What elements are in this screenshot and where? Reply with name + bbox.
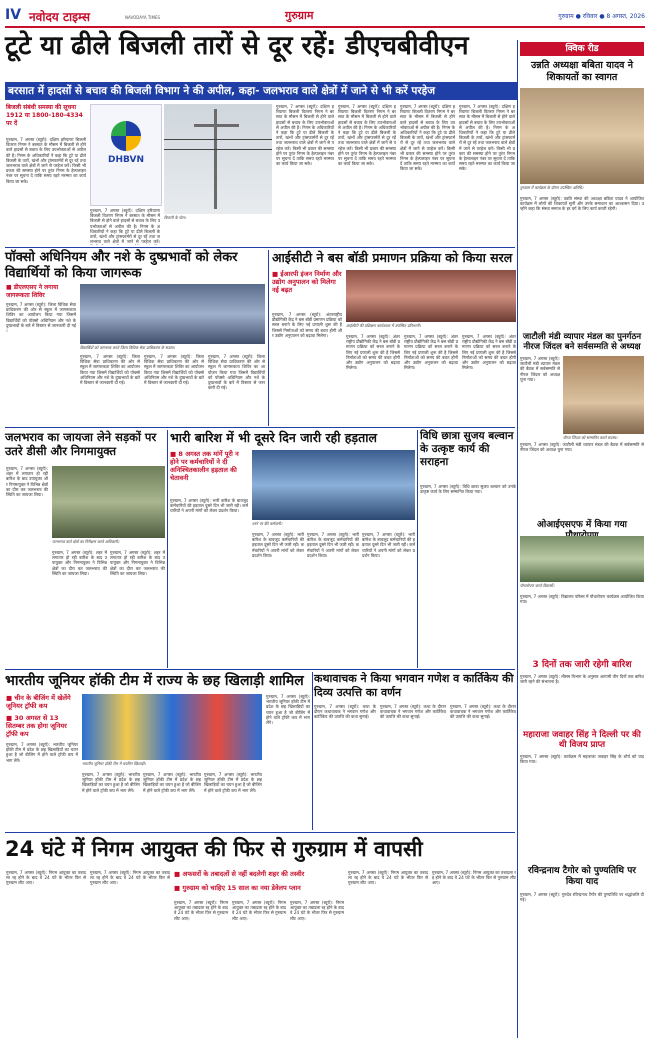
jal-body-2: गुरुग्राम, 7 अगस्त (ब्यूरो): शहर में लगातार हो रही बारिश के बाद उपायुक्त और निगमायुक्त ने विभिन्न क्षेत्रों का दौरा कर जलभराव की स्थिति का जायजा लिया।: [52, 550, 107, 576]
quick-read-headline: उन्नति अध्यक्षा बबिता यादव ने शिकायतों का स्वागत: [530, 60, 634, 83]
masthead: [5, 6, 645, 28]
ict-headline: आईसीटी ने बस बॉडी प्रमाणन प्रक्रिया को किया सरल: [272, 250, 513, 265]
rain3-headline: 3 दिनों तक जारी रहेगी बारिश: [532, 660, 632, 670]
lead-body-col5: गुरुग्राम, 7 अगस्त (ब्यूरो): दक्षिण हरियाणा बिजली वितरण निगम ने बरसात के मौसम में बिजली से होने वाले हादसों से बचाव के लिए उपभोक्ताओं से अपील की है। निगम के अधिकारियों ने कहा कि टूटे या ढीले बिजली के तारों, खंभों और ट्रांसफार्मरों से दूर रहें तथा जलभराव वाले क्षेत्रों में जाने से परहेज करें। किसी भी प्रकार की समस्या होने पर तुरंत निगम के हेल्पलाइन नंबर पर सूचना दें ताकि समय रहते मरम्मत का कार्य किया जा सके।: [400, 104, 455, 172]
pocso-headline: पॉक्सो अधिनियम और नशे के दुष्प्रभावों को लेकर विद्यार्थियों को किया जागरूक: [5, 250, 238, 281]
tagore-headline: रविन्द्रनाथ टैगोर को पुण्यतिथि पर किया याद: [528, 866, 636, 887]
jatoli-caption: नीरज जिंदल को सम्मानित करते सदस्य।: [563, 435, 618, 440]
pocso-body-2: गुरुग्राम, 7 अगस्त (ब्यूरो): जिला विधिक सेवा प्राधिकरण की ओर से स्कूल में जागरूकता शिविर का आयोजन किया गया जिसमें विद्यार्थियों को पॉक्सो अधिनियम और नशे के दुष्प्रभावों के बारे में विस्तार से जानकारी दी गई।: [80, 354, 140, 386]
ict-kicker: ■ ईआरपी इंजन निर्माण और उद्योग अनुपालन को मिलेगा नई बढ़त: [272, 270, 342, 294]
oisf-caption: पौधारोपण करते विद्यार्थी।: [520, 583, 555, 588]
vidhi-body: गुरुग्राम, 7 अगस्त (ब्यूरो): विधि छात्रा सुजय बल्वान को उनके उत्कृष्ट कार्य के लिए सम्मानित किया गया।: [420, 484, 516, 495]
rain-headline: भारी बारिश में भी दूसरे दिन जारी रही हड़ताल: [170, 430, 377, 445]
ict-body-2: गुरुग्राम, 7 अगस्त (ब्यूरो): अंतरराष्ट्रीय प्रौद्योगिकी केंद्र ने बस बॉडी प्रमाणन प्रक्रिया को सरल बनाने के लिए नई प्रणाली शुरू की है जिससे निर्माताओं को समय की बचत होगी और उद्योग अनुपालन को बढ़ावा मिलेगा।: [346, 334, 400, 371]
hockey-kicker-1: ■ चीन के बीजिंग में खेलेंगे जूनियर ट्रॉफी कप: [6, 694, 78, 710]
power-pole-photo: [164, 104, 272, 214]
nigam-body-1: गुरुग्राम, 7 अगस्त (ब्यूरो): निगम आयुक्त का तबादला रद्द होने के बाद वे 24 घंटे के भीतर फिर से गुरुग्राम लौट आए।: [6, 870, 86, 886]
section-name: गुरुग्राम: [285, 9, 314, 22]
rain3-body: गुरुग्राम, 7 अगस्त (ब्यूरो): मौसम विभाग के अनुसार आगामी तीन दिनों तक बारिश जारी रहने की संभावना है।: [520, 674, 644, 685]
ict-caption: आईसीटी की प्रशिक्षण कार्यशाला में उपस्थित प्रतिभागी।: [346, 323, 421, 328]
nigam-kicker-1: ■ अफसरों के तबादलों से नहीं बदलेगी शहर की तस्वीर: [174, 870, 344, 878]
pocso-caption: विद्यार्थियों को जागरूक करते जिला विधिक सेवा प्राधिकरण के सदस्य।: [80, 345, 175, 350]
nigam-body-6: गुरुग्राम, 7 अगस्त (ब्यूरो): निगम आयुक्त का तबादला रद्द होने के बाद वे 24 घंटे के भीतर फिर से गुरुग्राम लौट आए।: [348, 870, 428, 886]
ict-photo: [346, 270, 516, 322]
quick-read-caption: गुरुग्राम में कार्यक्रम के दौरान उपस्थित अतिथि।: [520, 185, 584, 190]
pocso-body-3: गुरुग्राम, 7 अगस्त (ब्यूरो): जिला विधिक सेवा प्राधिकरण की ओर से स्कूल में जागरूकता शिविर का आयोजन किया गया जिसमें विद्यार्थियों को पॉक्सो अधिनियम और नशे के दुष्प्रभावों के बारे में विस्तार से जानकारी दी गई।: [144, 354, 204, 386]
issue-date: गुरुग्राम ● रविवार ● 8 अगस्त, 2026: [558, 13, 645, 20]
katha-body-2: गुरुग्राम, 7 अगस्त (ब्यूरो): कथा के दौरान कथावाचक ने भगवान गणेश और कार्तिकेय की उत्पत्ति की कथा सुनाई।: [380, 704, 446, 720]
oisf-photo: [520, 536, 644, 582]
maharaja-body: गुरुग्राम, 7 अगस्त (ब्यूरो): कार्यक्रम में महाराजा जवाहर सिंह के शौर्य को याद किया गया।: [520, 754, 644, 765]
nigam-body-3: गुरुग्राम, 7 अगस्त (ब्यूरो): निगम आयुक्त का तबादला रद्द होने के बाद वे 24 घंटे के भीतर फिर से गुरुग्राम लौट आए।: [174, 900, 228, 921]
jal-body-3: गुरुग्राम, 7 अगस्त (ब्यूरो): शहर में लगातार हो रही बारिश के बाद उपायुक्त और निगमायुक्त ने विभिन्न क्षेत्रों का दौरा कर जलभराव की स्थिति का जायजा लिया।: [110, 550, 165, 576]
jatoli-photo: [563, 356, 644, 434]
dhbvn-logo-text: DHBVN: [108, 155, 144, 165]
nigam-body-4: गुरुग्राम, 7 अगस्त (ब्यूरो): निगम आयुक्त का तबादला रद्द होने के बाद वे 24 घंटे के भीतर फिर से गुरुग्राम लौट आए।: [232, 900, 286, 921]
katha-body-1: गुरुग्राम, 7 अगस्त (ब्यूरो): कथा के दौरान कथावाचक ने भगवान गणेश और कार्तिकेय की उत्पत्ति की कथा सुनाई।: [314, 704, 376, 720]
helpline-text: बिजली संबंधी समस्या की सूचना 1912 या 1800-180-4334 पर दें: [6, 104, 83, 127]
katha-body-3: गुरुग्राम, 7 अगस्त (ब्यूरो): कथा के दौरान कथावाचक ने भगवान गणेश और कार्तिकेय की उत्पत्ति की कथा सुनाई।: [450, 704, 516, 720]
pocso-photo: [80, 284, 265, 344]
lead-body-col1: गुरुग्राम, 7 अगस्त (ब्यूरो): दक्षिण हरियाणा बिजली वितरण निगम ने बरसात के मौसम में बिजली से होने वाले हादसों से बचाव के लिए उपभोक्ताओं से अपील की है। निगम के अधिकारियों ने कहा कि टूटे या ढीले बिजली के तारों, खंभों और ट्रांसफार्मरों से दूर रहें तथा जलभराव वाले क्षेत्रों में जाने से परहेज करें। किसी भी प्रकार की समस्या होने पर तुरंत निगम के हेल्पलाइन नंबर पर सूचना दें ताकि समय रहते मरम्मत का कार्य किया जा सके।: [6, 137, 86, 184]
hockey-body-2: गुरुग्राम, 7 अगस्त (ब्यूरो): भारतीय जूनियर हॉकी टीम में प्रदेश के छह खिलाड़ियों का चयन हुआ है जो बीजिंग में होने वाले ट्रॉफी कप में भाग लेंगे।: [82, 772, 140, 793]
rain-caption: धरने पर बैठे कर्मचारी।: [252, 521, 283, 526]
pocso-body-4: गुरुग्राम, 7 अगस्त (ब्यूरो): जिला विधिक सेवा प्राधिकरण की ओर से स्कूल में जागरूकता शिविर का आयोजन किया गया जिसमें विद्यार्थियों को पॉक्सो अधिनियम और नशे के दुष्प्रभावों के बारे में विस्तार से जानकारी दी गई।: [208, 354, 265, 391]
nigam-body-2: गुरुग्राम, 7 अगस्त (ब्यूरो): निगम आयुक्त का तबादला रद्द होने के बाद वे 24 घंटे के भीतर फिर से गुरुग्राम लौट आए।: [90, 870, 170, 886]
power-pole-caption: बिजली के पोल।: [164, 215, 187, 220]
rain-body-4: गुरुग्राम, 7 अगस्त (ब्यूरो): भारी बारिश के बावजूद कर्मचारियों की हड़ताल दूसरे दिन भी जारी रही। कर्मचारियों ने अपनी मांगों को लेकर प्रदर्शन किया।: [362, 532, 415, 558]
jal-headline: जलभराव का जायजा लेने सड़कों पर उतरे डीसी और निगमायुक्त: [5, 430, 157, 458]
hockey-body-3: गुरुग्राम, 7 अगस्त (ब्यूरो): भारतीय जूनियर हॉकी टीम में प्रदेश के छह खिलाड़ियों का चयन हुआ है जो बीजिंग में होने वाले ट्रॉफी कप में भाग लेंगे।: [143, 772, 201, 793]
jatoli-body-2: गुरुग्राम, 7 अगस्त (ब्यूरो): जाटौली मंडी व्यापार मंडल की बैठक में सर्वसम्मति से नीरज जिंदल को अध्यक्ष चुना गया।: [520, 442, 644, 453]
dhbvn-logo: [90, 104, 162, 206]
lead-headline: टूटे या ढीले बिजली तारों से दूर रहें: डीएचबीवीएन: [5, 31, 469, 61]
jal-body-1: गुरुग्राम, 7 अगस्त (ब्यूरो): शहर में लगातार हो रही बारिश के बाद उपायुक्त और निगमायुक्त ने विभिन्न क्षेत्रों का दौरा कर जलभराव की स्थिति का जायजा लिया।: [6, 466, 48, 498]
helpline-box: [6, 104, 86, 134]
quick-read-label: क्विक रीड: [520, 42, 644, 56]
dhbvn-logo-mark: [111, 121, 141, 151]
oisf-headline: ओआईएसएफ में किया गया: [537, 520, 627, 530]
jatoli-headline: जाटौली मंडी व्यापार मंडल का पुनर्गठन नीरज जिंदल बने सर्वसम्मति से अध्यक्ष: [522, 332, 642, 352]
lead-body-col6: गुरुग्राम, 7 अगस्त (ब्यूरो): दक्षिण हरियाणा बिजली वितरण निगम ने बरसात के मौसम में बिजली से होने वाले हादसों से बचाव के लिए उपभोक्ताओं से अपील की है। निगम के अधिकारियों ने कहा कि टूटे या ढीले बिजली के तारों, खंभों और ट्रांसफार्मरों से दूर रहें तथा जलभराव वाले क्षेत्रों में जाने से परहेज करें। किसी भी प्रकार की समस्या होने पर तुरंत निगम के हेल्पलाइन नंबर पर सूचना दें ताकि समय रहते मरम्मत का कार्य किया जा सके।: [459, 104, 515, 172]
ict-body-1: गुरुग्राम, 7 अगस्त (ब्यूरो): अंतरराष्ट्रीय प्रौद्योगिकी केंद्र ने बस बॉडी प्रमाणन प्रक्रिया को सरल बनाने के लिए नई प्रणाली शुरू की है जिससे निर्माताओं को समय की बचत होगी और उद्योग अनुपालन को बढ़ावा मिलेगा।: [272, 312, 342, 338]
rain-kicker: ■ 8 अगस्त तक मांगें पूरी न होने पर कर्मचारियों ने दी अनिश्चितकालीन हड़ताल की चेतावनी: [170, 450, 248, 482]
ict-body-4: गुरुग्राम, 7 अगस्त (ब्यूरो): अंतरराष्ट्रीय प्रौद्योगिकी केंद्र ने बस बॉडी प्रमाणन प्रक्रिया को सरल बनाने के लिए नई प्रणाली शुरू की है जिससे निर्माताओं को समय की बचत होगी और उद्योग अनुपालन को बढ़ावा मिलेगा।: [462, 334, 516, 371]
hockey-body-5: गुरुग्राम, 7 अगस्त (ब्यूरो): भारतीय जूनियर हॉकी टीम में प्रदेश के छह खिलाड़ियों का चयन हुआ है जो बीजिंग में होने वाले ट्रॉफी कप में भाग लेंगे।: [266, 694, 310, 726]
maharaja-headline: महाराजा जवाहर सिंह ने दिल्ली पर की थी विजय प्राप्त: [523, 730, 641, 750]
quick-read-photo: [520, 88, 644, 184]
lead-body-col4: गुरुग्राम, 7 अगस्त (ब्यूरो): दक्षिण हरियाणा बिजली वितरण निगम ने बरसात के मौसम में बिजली से होने वाले हादसों से बचाव के लिए उपभोक्ताओं से अपील की है। निगम के अधिकारियों ने कहा कि टूटे या ढीले बिजली के तारों, खंभों और ट्रांसफार्मरों से दूर रहें तथा जलभराव वाले क्षेत्रों में जाने से परहेज करें। किसी भी प्रकार की समस्या होने पर तुरंत निगम के हेल्पलाइन नंबर पर सूचना दें ताकि समय रहते मरम्मत का कार्य किया जा सके।: [338, 104, 396, 167]
paper-name: नवोदय टाइम्स: [29, 10, 91, 24]
oisf-body: गुरुग्राम, 7 अगस्त (ब्यूरो): विद्यालय परिसर में पौधारोपण कार्यक्रम आयोजित किया गया।: [520, 594, 644, 605]
lead-body-col2: गुरुग्राम, 7 अगस्त (ब्यूरो): दक्षिण हरियाणा बिजली वितरण निगम ने बरसात के मौसम में बिजली से होने वाले हादसों से बचाव के लिए उपभोक्ताओं से अपील की है। निगम के अधिकारियों ने कहा कि टूटे या ढीले बिजली के तारों, खंभों और ट्रांसफार्मरों से दूर रहें तथा जलभराव वाले क्षेत्रों में जाने से परहेज करें।: [90, 208, 160, 245]
hockey-body-4: गुरुग्राम, 7 अगस्त (ब्यूरो): भारतीय जूनियर हॉकी टीम में प्रदेश के छह खिलाड़ियों का चयन हुआ है जो बीजिंग में होने वाले ट्रॉफी कप में भाग लेंगे।: [204, 772, 262, 793]
ict-body-3: गुरुग्राम, 7 अगस्त (ब्यूरो): अंतरराष्ट्रीय प्रौद्योगिकी केंद्र ने बस बॉडी प्रमाणन प्रक्रिया को सरल बनाने के लिए नई प्रणाली शुरू की है जिससे निर्माताओं को समय की बचत होगी और उद्योग अनुपालन को बढ़ावा मिलेगा।: [404, 334, 458, 371]
vidhi-headline: विधि छात्रा सुजय बल्वान के उत्कृष्ट कार्य की सराहना: [420, 430, 514, 468]
rain-photo: [252, 450, 415, 520]
hockey-body-1: गुरुग्राम, 7 अगस्त (ब्यूरो): भारतीय जूनियर हॉकी टीम में प्रदेश के छह खिलाड़ियों का चयन हुआ है जो बीजिंग में होने वाले ट्रॉफी कप में भाग लेंगे।: [6, 742, 78, 763]
paper-tagline: NAVODAYA TIMES: [125, 15, 161, 20]
pocso-body-1: गुरुग्राम, 7 अगस्त (ब्यूरो): जिला विधिक सेवा प्राधिकरण की ओर से स्कूल में जागरूकता शिविर का आयोजन किया गया जिसमें विद्यार्थियों को पॉक्सो अधिनियम और नशे के दुष्प्रभावों के बारे में विस्तार से जानकारी दी गई।: [6, 302, 76, 334]
tagore-body: गुरुग्राम, 7 अगस्त (ब्यूरो): गुरुदेव रविन्द्रनाथ टैगोर की पुण्यतिथि पर श्रद्धांजलि दी गई।: [520, 892, 644, 903]
jal-caption: जलभराव वाले क्षेत्रों का निरीक्षण करते अधिकारी।: [52, 539, 120, 544]
pocso-kicker: ■ डीएलएसए ने लगाया जागरूकता शिविर: [6, 284, 76, 299]
hockey-photo: [82, 694, 262, 760]
rain-body-1: गुरुग्राम, 7 अगस्त (ब्यूरो): भारी बारिश के बावजूद कर्मचारियों की हड़ताल दूसरे दिन भी जारी रही। कर्मचारियों ने अपनी मांगों को लेकर प्रदर्शन किया।: [170, 498, 248, 514]
page-number: IV: [5, 7, 22, 23]
lead-body-col3: गुरुग्राम, 7 अगस्त (ब्यूरो): दक्षिण हरियाणा बिजली वितरण निगम ने बरसात के मौसम में बिजली से होने वाले हादसों से बचाव के लिए उपभोक्ताओं से अपील की है। निगम के अधिकारियों ने कहा कि टूटे या ढीले बिजली के तारों, खंभों और ट्रांसफार्मरों से दूर रहें तथा जलभराव वाले क्षेत्रों में जाने से परहेज करें। किसी भी प्रकार की समस्या होने पर तुरंत निगम के हेल्पलाइन नंबर पर सूचना दें ताकि समय रहते मरम्मत का कार्य किया जा सके।: [276, 104, 334, 167]
nigam-body-5: गुरुग्राम, 7 अगस्त (ब्यूरो): निगम आयुक्त का तबादला रद्द होने के बाद वे 24 घंटे के भीतर फिर से गुरुग्राम लौट आए।: [290, 900, 344, 921]
nigam-headline: 24 घंटे में निगम आयुक्त की फिर से गुरुग्राम में वापसी: [5, 837, 423, 861]
rain-body-3: गुरुग्राम, 7 अगस्त (ब्यूरो): भारी बारिश के बावजूद कर्मचारियों की हड़ताल दूसरे दिन भी जारी रही। कर्मचारियों ने अपनी मांगों को लेकर प्रदर्शन किया।: [307, 532, 359, 558]
rain-body-2: गुरुग्राम, 7 अगस्त (ब्यूरो): भारी बारिश के बावजूद कर्मचारियों की हड़ताल दूसरे दिन भी जारी रही। कर्मचारियों ने अपनी मांगों को लेकर प्रदर्शन किया।: [252, 532, 304, 558]
lead-subhead: बरसात में हादसों से बचाव की बिजली विभाग ने की अपील, कहा- जलभराव वाले क्षेत्रों में जाने से भी करें परहेज: [5, 82, 518, 100]
quick-read-body: गुरुग्राम, 7 अगस्त (ब्यूरो): उन्नति संस्था की अध्यक्षा बबिता यादव ने आयोजित कार्यक्रम में लोगों की शिकायतें सुनीं और उनके समाधान का आश्वासन दिया। उन्होंने कहा कि संस्था समाज के हर वर्ग के लिए कार्य करती रहेगी।: [520, 196, 644, 212]
hockey-kicker-2: ■ 30 अगस्त से 13 सितम्बर तक होगा जूनियर ट्रॉफी कप: [6, 714, 78, 738]
jatoli-body: गुरुग्राम, 7 अगस्त (ब्यूरो): जाटौली मंडी व्यापार मंडल की बैठक में सर्वसम्मति से नीरज जिंदल को अध्यक्ष चुना गया।: [520, 356, 560, 382]
katha-headline: कथावाचक ने किया भगवान गणेश व कार्तिकेय की दिव्य उत्पत्ति का वर्णन: [314, 672, 514, 699]
hockey-headline: भारतीय जूनियर हॉकी टीम में राज्य के छह खिलाड़ी शामिल: [5, 673, 304, 689]
jal-photo: [52, 466, 165, 538]
hockey-caption: भारतीय जूनियर हॉकी टीम में चयनित खिलाड़ी।: [82, 761, 146, 766]
nigam-body-7: गुरुग्राम, 7 अगस्त (ब्यूरो): निगम आयुक्त का तबादला रद्द होने के बाद वे 24 घंटे के भीतर फिर से गुरुग्राम लौट आए।: [432, 870, 516, 886]
nigam-kicker-2: ■ गुरुग्राम को चाहिए 15 साल का नया डेवेलप प्लान: [174, 884, 344, 892]
